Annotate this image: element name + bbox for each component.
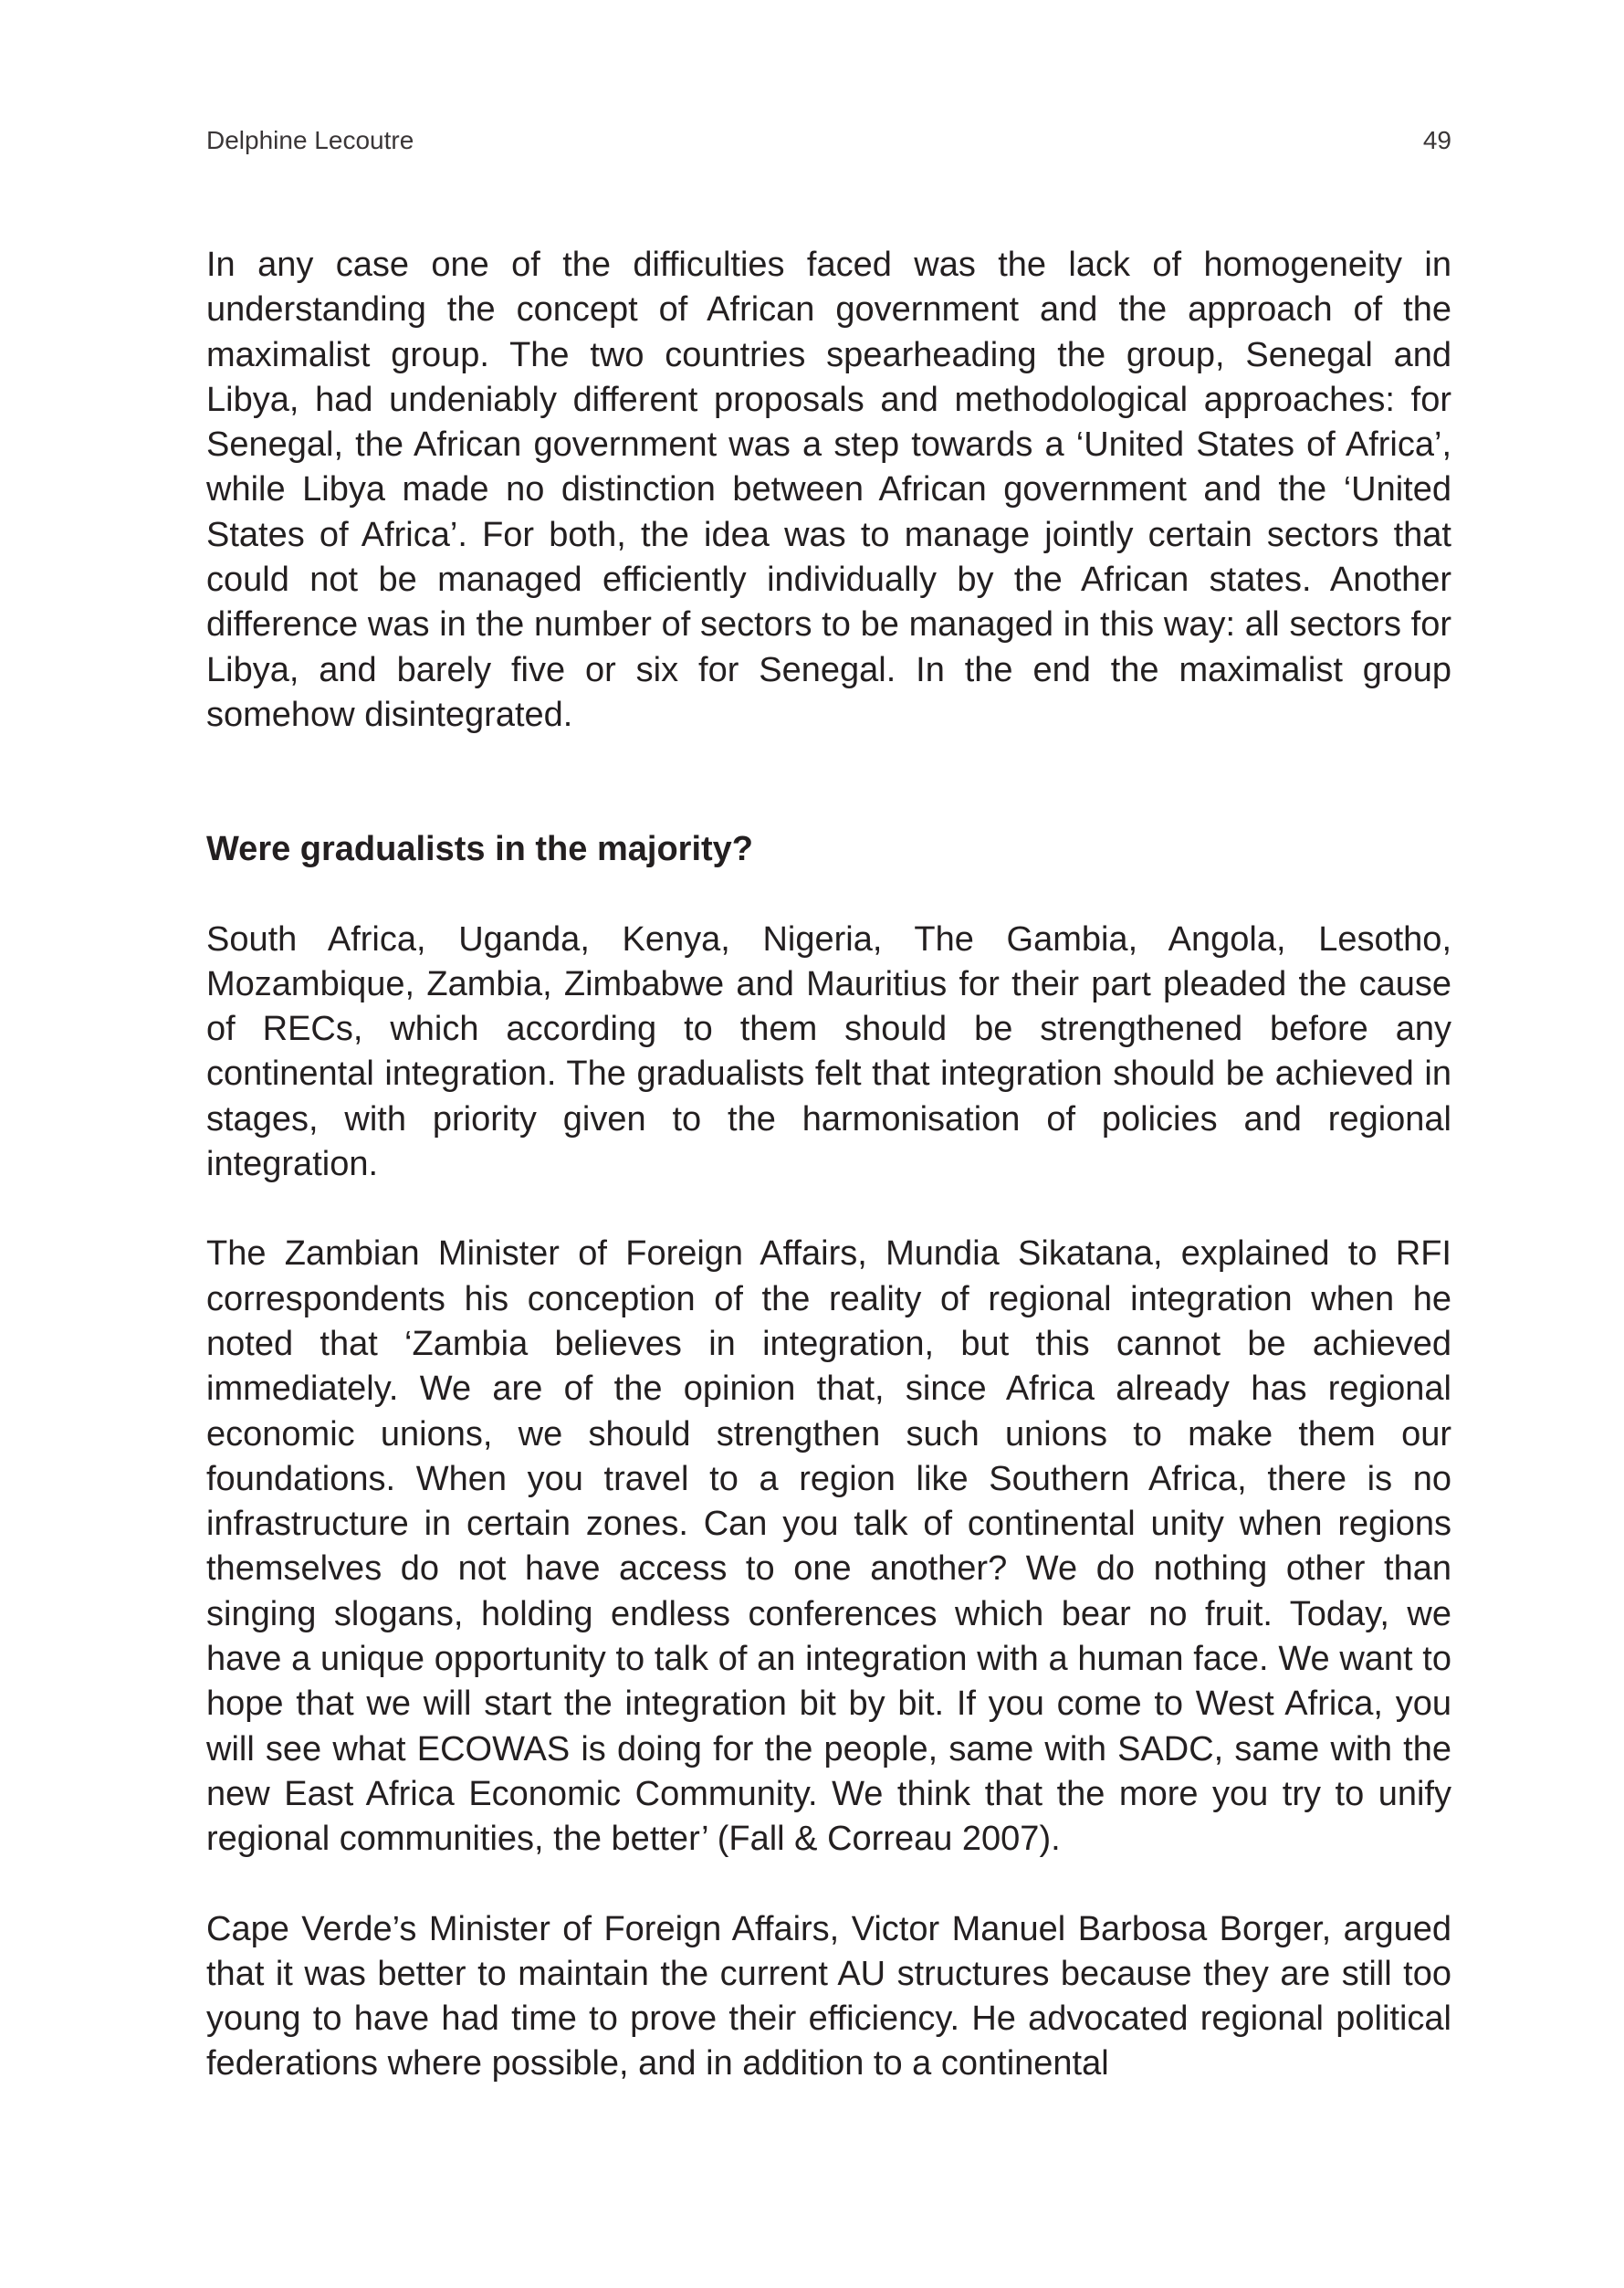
paragraph-cape-verde-minister: Cape Verde’s Minister of Foreign Affairs, Victor Manuel Barbosa Borger, argued that it was better to maintain the current AU structures because they are still too young to have had time to prove their efficiency. He advocated regional political federations where possible, and in addition to a continental xyxy=(206,1909,1451,2083)
body-text xyxy=(206,243,1451,2087)
page-number: 49 xyxy=(1422,126,1451,154)
document-page xyxy=(206,0,1451,2288)
paragraph-gradualists: South Africa, Uganda, Kenya, Nigeria, The Gambia, Angola, Lesotho, Mozambique, Zambia, Zimbabwe and Mauritius for their part pleaded the cause of RECs, which according to them should be strengthened before any continental integration. The gradualists felt that integration should be achieved in stages, with priority given to the harmonisation of policies and regional integration. xyxy=(206,919,1451,1184)
running-head-author: Delphine Lecoutre xyxy=(206,126,414,154)
running-header xyxy=(206,126,1451,163)
section-heading: Were gradualists in the majority? xyxy=(206,830,754,869)
paragraph-zambian-minister: The Zambian Minister of Foreign Affairs, Mundia Sikatana, explained to RFI correspondents his conception of the reality of regional integration when he noted that ‘Zambia believes in integration, but this cannot be achieved immediately. We are of the opinion that, since Africa already has regional economic unions, we should strengthen such unions to make them our foundations. When you travel to a region like Southern Africa, there is no infrastructure in certain zones. Can you talk of continental unity when regions themselves do not have access to one another? We do nothing other than singing slogans, holding endless conferences which bear no fruit. Today, we have a unique opportunity to talk of an integration with a human face. We want to hope that we will start the integration bit by bit. If you come to West Africa, you will see what ECOWAS is doing for the people, same with SADC, same with the new East Africa Economic Community. We think that the more you try to unify regional communities, the better’ (Fall & Correau 2007). xyxy=(206,1234,1451,1859)
paragraph-maximalist-group: In any case one of the difficulties faced was the lack of homogeneity in understanding the concept of African government and the approach of the maximalist group. The two countries spearheading the group, Senegal and Libya, had undeniably different proposals and methodological approaches: for Senegal, the African government was a step towards a ‘United States of Africa’, while Libya made no distinction between African government and the ‘United States of Africa’. For both, the idea was to manage jointly certain sectors that could not be managed efficiently individually by the African states. Another difference was in the number of sectors to be managed in this way: all sectors for Libya, and barely five or six for Senegal. In the end the maximalist group somehow disintegrated. xyxy=(206,246,1451,734)
